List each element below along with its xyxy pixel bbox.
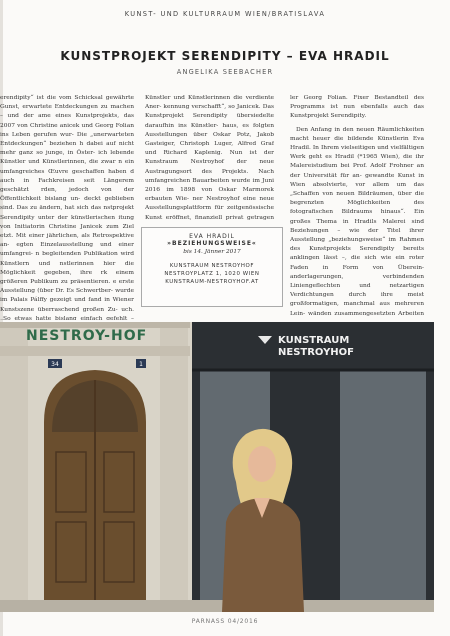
- text-column-1: [0, 94, 134, 320]
- storefront-window: [340, 370, 426, 602]
- info-exhibition-title: »BEZIEHUNGSWEISE«: [167, 240, 257, 247]
- info-artist: EVA HRADIL: [189, 233, 235, 240]
- page-footer: [0, 618, 450, 625]
- photo-illustration: [0, 322, 434, 612]
- house-number: 34: [51, 361, 59, 368]
- artist-face: [248, 446, 276, 482]
- column-3-paragraph-2: Den Anfang in den neuen Räumlichkeiten macht heuer die bildende Künstlerin Eva Hradil. In Ihrem vielseitigen und vielfältigen Werk geht es Hradil (*1965 Wien), die ihr Malereistudium bei Prof. Adolf Frohner an der Universität für an- gewandte Kunst in Wien absolvierte, vor allem um das „Schaffen von neuen Bildräumen, über die begrenzten Möglichkeiten des fotografischen Bildraums hinaus“. Ein großes Thema in Hradils Malerei sind Beziehungen – wie der Titel ihrer Ausstellung „beziehungsweise“ im Rahmen des Kunstprojekts Serendipity bereits anklingen lässt –, die sich wie ein roter Faden in Form von Überein- anderlagerungen, verbindenden Liniengeflechten und netzartigen Verdichtungen durch ihre meist großformatigen, manchmal aus mehreren Lein- wänden zusammengesetzten Arbeiten: [290, 126, 424, 317]
- stone-pillar-left: [0, 322, 28, 612]
- section-label: KUNST- UND KULTURRAUM WIEN/BRATISLAVA: [124, 10, 326, 18]
- door-number: 1: [139, 361, 143, 368]
- info-website: KUNSTRAUM-NESTROYHOF.AT: [165, 279, 259, 285]
- footer-issue: 04/2016: [227, 618, 259, 625]
- column-2-paragraph: Künstler und Künstlerinnen die verdiente Aner- kennung verschafft“, so Janicek. Das Kunstprojekt Serendipity übersiedelte daraufhin ins Künstler- haus, es folgten Ausstellungen über Oskar Potz, Jakob Gasteiger, Christoph Luger, Alfred Graf und Richard Kaplenig. Nun ist der Kunstraum Nestroyhof der neue Austragungsort des Projekts. Nach umfangreichen Bauarbeiten wurde im Juni 2016 im 1898 von Oskar Marmorek erbauten Wie- ner Nestroyhof eine neue Ausstellungsplattform für zeitgenössische Kunst eröffnet, finanziell privat getragen: [145, 95, 274, 221]
- info-address: [142, 262, 282, 286]
- text-column-2: [145, 94, 274, 224]
- footer-magazine: PARNASS: [191, 618, 226, 625]
- info-venue: KUNSTRAUM NESTROYHOF: [169, 263, 255, 269]
- text-column-3: [290, 94, 424, 320]
- sidewalk: [0, 600, 434, 612]
- article-headline: KUNSTPROJEKT SERENDIPITY – EVA HRADIL: [60, 49, 390, 63]
- info-dates: bis 14. Jänner 2017: [183, 249, 241, 255]
- facade-sign-text: NESTROY-HOF: [26, 328, 148, 344]
- stone-pillar-middle: [160, 322, 188, 612]
- column-3-paragraph-1: ler Georg Folian. Fixer Bestandteil des Programms ist nun ebenfalls auch das Kunstprojekt Serendipity.: [290, 95, 424, 120]
- kunstraum-sign-line-2: NESTROYHOF: [278, 347, 355, 358]
- info-street: NESTROYPLATZ 1, 1020 WIEN: [164, 271, 260, 277]
- artist-photo: [0, 322, 434, 612]
- column-1-paragraph: erendipity“ ist die vom Schicksal gewährte Gunst, erwartete Entdeckungen zu machen – und der ame eines Kunstprojekts, das 2007 von Christine anicek und Georg Folian ins Leben gerufen wur- Die „unerwarteten Entdeckungen“ beziehen h dabei auf nicht mehr ganz so junge, in Öster- ich lebende Künstler und Künstlerinnen, die zwar n ein umfangreiches Œuvre geschaffen haben d auch in Fachkreisen seit Längerem geschätzt rden, jedoch von der Öffentlichkeit bislang un- deckt geblieben sind. Das zu ändern, hat sich das nstprojekt Serendipity unter der künstlerischen itung von Initiatorin Christine Janicek zum Ziel etzt. Mit einer jährlichen, als Retrospektive an- egten Einzelausstellung und einer umfangrei- n begleitenden Publikation wird Künstlern und nstlerinnen hier die Möglichkeit gegeben, ihre rk einem größeren Publikum zu präsentieren. e erste Ausstellung (über Dr. Es Schwertber- wurde im Palais Pálffy gezeigt und fand in Wiener Kunstszene überraschend großen Zu- uch. „So etwas hatte bislang einfach gefehlt –: [0, 95, 134, 320]
- author-byline: ANGELIKA SEEBACHER: [176, 68, 274, 76]
- kunstraum-sign-line-1: KUNSTRAUM: [278, 335, 350, 346]
- exhibition-info-box: [141, 227, 283, 307]
- ledge: [0, 346, 190, 356]
